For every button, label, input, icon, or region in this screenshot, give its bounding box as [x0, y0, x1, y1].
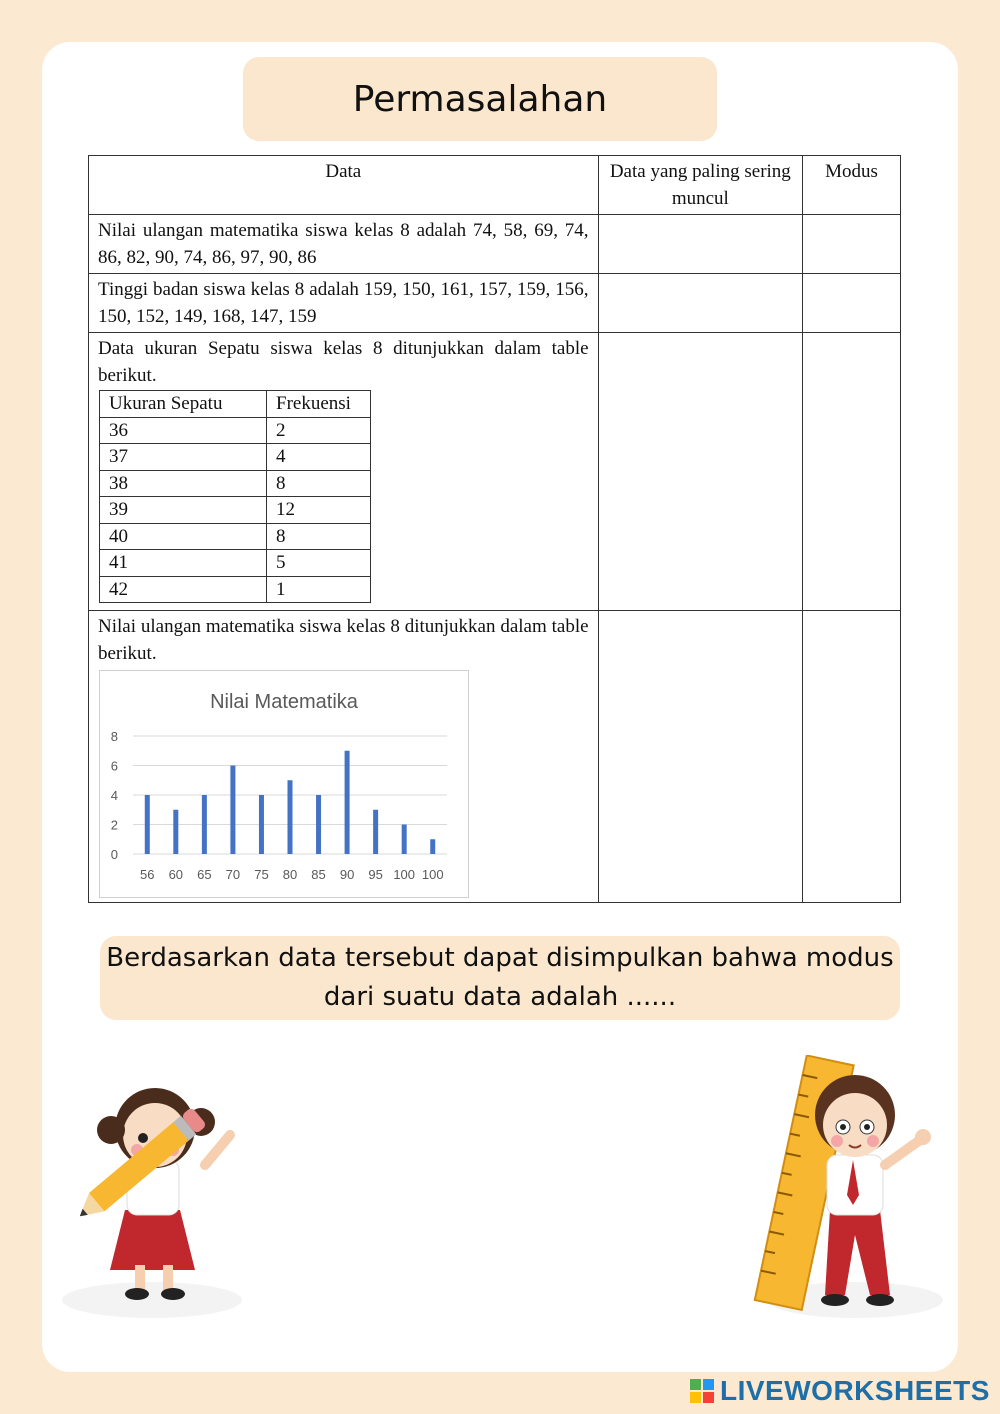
shoe-table-row — [100, 550, 371, 577]
y-tick-label: 6 — [110, 758, 118, 774]
row-4-mode-answer[interactable] — [803, 611, 901, 903]
header-frequent: Data yang paling sering muncul — [598, 156, 803, 215]
chart-title: Nilai Matematika — [210, 691, 358, 713]
row-2-frequent-answer[interactable] — [598, 274, 803, 333]
x-tick-label: 75 — [254, 867, 269, 882]
row-2-mode-answer[interactable] — [803, 274, 901, 333]
shoe-frequency: 8 — [267, 523, 371, 550]
row-4-frequent-answer[interactable] — [598, 611, 803, 903]
bar — [402, 825, 407, 855]
shoe-frequency: 5 — [267, 550, 371, 577]
header-data: Data — [89, 156, 599, 215]
row-3-data — [89, 333, 599, 611]
shoe-table-row — [100, 417, 371, 444]
shoe-size-table — [99, 390, 371, 603]
table-row — [89, 333, 901, 611]
row-2-data: Tinggi badan siswa kelas 8 adalah 159, 150, 161, 157, 159, 156, 150, 152, 149, 168, 147, 159 — [89, 274, 599, 333]
x-tick-label: 80 — [282, 867, 298, 882]
shoe-size: 38 — [100, 470, 267, 497]
bar — [345, 751, 350, 854]
row-1-frequent-answer[interactable] — [598, 215, 803, 274]
shoe-frequency: 8 — [267, 470, 371, 497]
y-tick-label: 8 — [110, 729, 118, 744]
brand-name: LIVEWORKSHEETS — [720, 1375, 990, 1406]
bar — [259, 795, 264, 854]
bar — [202, 795, 207, 854]
table-row — [89, 611, 901, 903]
problem-table — [88, 155, 901, 903]
x-tick-label: 65 — [197, 867, 212, 882]
bar — [145, 795, 150, 854]
row-4-text: Nilai ulangan matematika siswa kelas 8 ditunjukkan dalam table berikut. — [98, 616, 589, 664]
shoe-frequency: 2 — [267, 417, 371, 444]
row-1-mode-answer[interactable] — [803, 215, 901, 274]
x-tick-label: 95 — [368, 867, 383, 882]
shoe-size: 41 — [100, 550, 267, 577]
x-tick-label: 100 — [393, 867, 416, 882]
row-3-mode-answer[interactable] — [803, 333, 901, 611]
x-tick-label: 56 — [140, 867, 155, 882]
shoe-table-row — [100, 444, 371, 471]
shoe-frequency: 4 — [267, 444, 371, 471]
bar — [288, 780, 293, 854]
conclusion-box: Berdasarkan data tersebut dapat disimpulkan bahwa modus dari suatu data adalah ...... — [100, 936, 900, 1020]
shoe-table-row — [100, 497, 371, 524]
row-3-text: Data ukuran Sepatu siswa kelas 8 ditunjukkan dalam table berikut. — [98, 338, 589, 386]
y-tick-label: 2 — [110, 817, 118, 833]
page-title: Permasalahan — [243, 57, 717, 141]
bar — [430, 839, 435, 854]
shoe-header-size: Ukuran Sepatu — [100, 391, 267, 418]
x-tick-label: 100 — [421, 867, 444, 882]
liveworksheets-logo[interactable] — [690, 1376, 990, 1406]
boy-with-ruler-illustration — [745, 1055, 945, 1325]
table-row — [89, 215, 901, 274]
shoe-frequency: 12 — [267, 497, 371, 524]
bar — [173, 810, 178, 854]
x-tick-label: 85 — [311, 867, 326, 882]
row-3-frequent-answer[interactable] — [598, 333, 803, 611]
x-tick-label: 70 — [225, 867, 241, 882]
bar-chart — [99, 670, 469, 898]
bar — [316, 795, 321, 854]
shoe-size: 42 — [100, 576, 267, 603]
row-4-data — [89, 611, 599, 903]
table-row — [89, 274, 901, 333]
x-tick-label: 60 — [168, 867, 184, 882]
shoe-table-row — [100, 470, 371, 497]
shoe-size: 37 — [100, 444, 267, 471]
bar-chart-svg — [100, 671, 468, 897]
shoe-size: 36 — [100, 417, 267, 444]
x-tick-label: 90 — [339, 867, 355, 882]
shoe-table-row — [100, 576, 371, 603]
shoe-frequency: 1 — [267, 576, 371, 603]
row-1-data: Nilai ulangan matematika siswa kelas 8 adalah 74, 58, 69, 74, 86, 82, 90, 74, 86, 97, 90, 86 — [89, 215, 599, 274]
shoe-table-row — [100, 523, 371, 550]
shoe-size: 39 — [100, 497, 267, 524]
shoe-header-frequency: Frekuensi — [267, 391, 371, 418]
shoe-size: 40 — [100, 523, 267, 550]
y-tick-label: 0 — [110, 847, 118, 862]
table-header-row — [89, 156, 901, 215]
liveworksheets-logo-icon — [690, 1379, 714, 1403]
bar — [230, 766, 235, 855]
bar — [373, 810, 378, 854]
header-mode: Modus — [803, 156, 901, 215]
shoe-table-header — [100, 391, 371, 418]
girl-with-pencil-illustration — [55, 1060, 255, 1320]
y-tick-label: 4 — [110, 788, 118, 803]
